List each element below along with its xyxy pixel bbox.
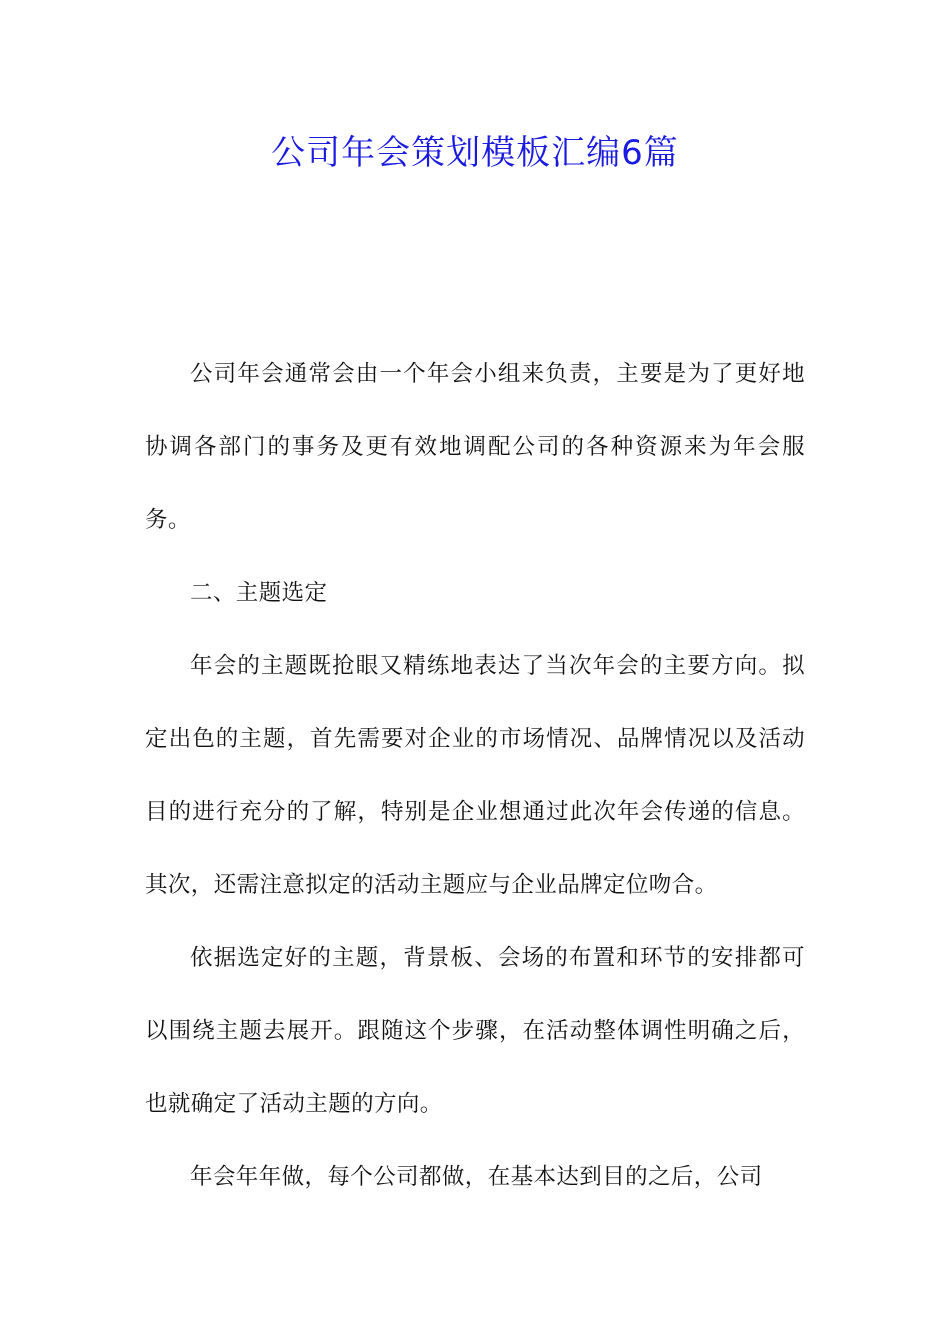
paragraph-annual-meeting: 年会年年做，每个公司都做，在基本达到目的之后，公司 bbox=[190, 1164, 763, 1190]
document-body bbox=[145, 338, 805, 1214]
document-title: 公司年会策划模板汇编6篇 bbox=[271, 133, 679, 173]
paragraph-intro: 公司年会通常会由一个年会小组来负责，主要是为了更好地协调各部门的事务及更有效地调配公司的各种资源来为年会服务。 bbox=[145, 361, 805, 533]
paragraph-theme-importance: 年会的主题既抢眼又精练地表达了当次年会的主要方向。拟定出色的主题，首先需要对企业的市场情况、品牌情况以及活动目的进行充分的了解，特别是企业想通过此次年会传递的信息。其次，还需注意拟定的活动主题应与企业品牌定位吻合。 bbox=[145, 653, 805, 898]
section-heading-theme-selection: 二、主题选定 bbox=[190, 580, 328, 606]
paragraph-theme-arrangement: 依据选定好的主题，背景板、会场的布置和环节的安排都可以围绕主题去展开。跟随这个步骤，在活动整体调性明确之后，也就确定了活动主题的方向。 bbox=[145, 945, 805, 1117]
